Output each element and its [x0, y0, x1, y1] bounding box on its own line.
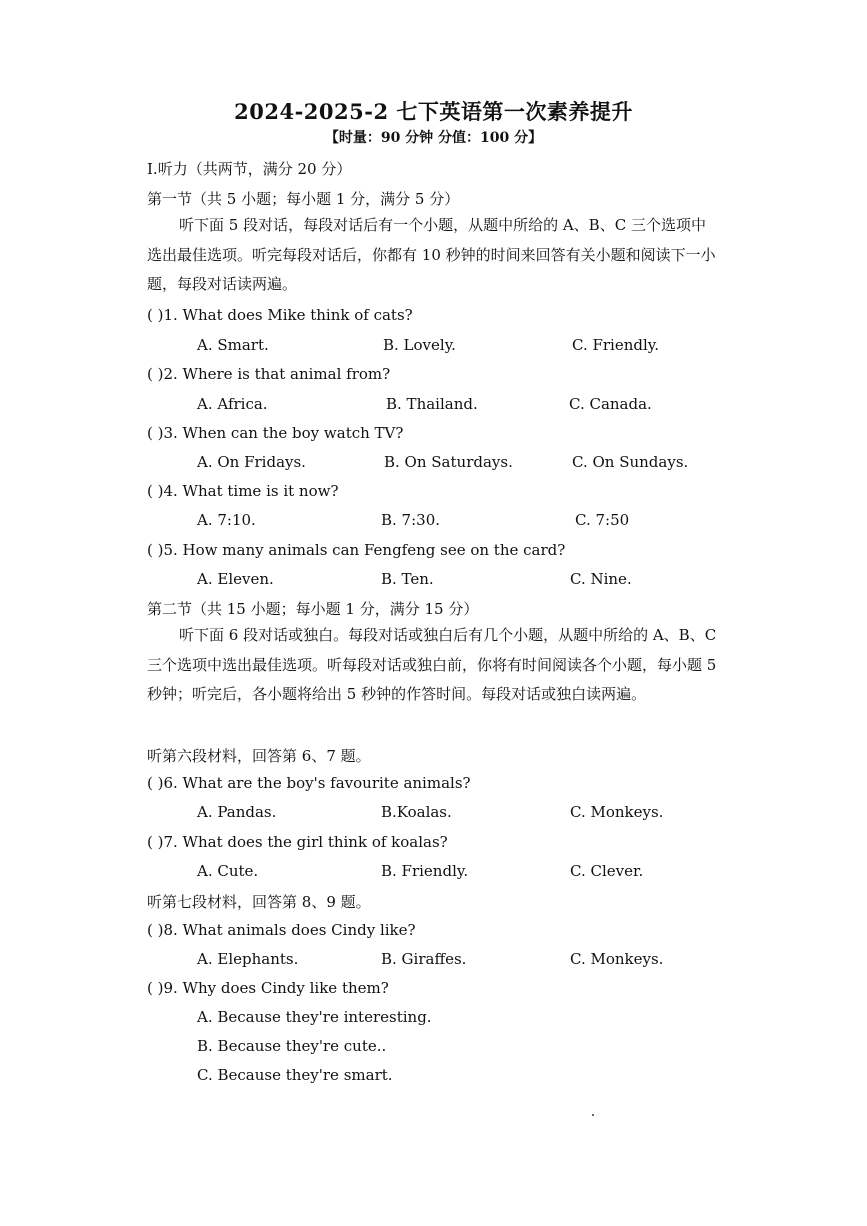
- q7-option-b: B. Friendly.: [381, 862, 469, 880]
- q4-option-c: C. 7:50: [575, 511, 630, 529]
- q1-option-c: C. Friendly.: [572, 336, 660, 354]
- q5-option-a: A. Eleven.: [197, 570, 274, 588]
- q1-option-b: B. Lovely.: [383, 336, 456, 354]
- q3-option-c: C. On Sundays.: [572, 453, 689, 471]
- section2-instructions: 听下面 6 段对话或独白。每段对话或独白后有几个小题，从题中所给的 A、B、C 三个选项中选出最佳选项。听每段对话或独白前，你将有时间阅读各个小题，每小题 5 秒钟；听完后，各小题将给出 5 秒钟的作答时间。每段对话或独白读两遍。: [147, 626, 717, 703]
- question-4: ( )4. What time is it now?: [147, 482, 339, 500]
- question-7: ( )7. What does the girl think of koalas?: [147, 833, 448, 851]
- q2-option-c: C. Canada.: [569, 395, 652, 413]
- q3-option-b: B. On Saturdays.: [384, 453, 513, 471]
- q2-option-a: A. Africa.: [197, 395, 268, 413]
- question-3: ( )3. When can the boy watch TV?: [147, 424, 404, 442]
- group-6-label: 听第六段材料，回答第 6、7 题。: [147, 747, 371, 765]
- section1-instructions: 听下面 5 段对话，每段对话后有一个小题，从题中所给的 A、B、C 三个选项中选出最佳选项。听完每段对话后，你都有 10 秒钟的时间来回答有关小题和阅读下一小题，每段对话读两遍。: [147, 216, 716, 293]
- q9-option-b: B. Because they're cute..: [197, 1037, 387, 1055]
- group-7-label: 听第七段材料，回答第 8、9 题。: [147, 893, 371, 911]
- scan-speck: [592, 1114, 594, 1116]
- page-title: 2024-2025-2 七下英语第一次素养提升: [234, 99, 633, 124]
- q7-option-a: A. Cute.: [197, 862, 259, 880]
- q5-option-c: C. Nine.: [570, 570, 632, 588]
- section2-heading: 第二节（共 15 小题；每小题 1 分，满分 15 分）: [147, 600, 479, 618]
- q7-option-c: C. Clever.: [570, 862, 644, 880]
- q3-option-a: A. On Fridays.: [197, 453, 306, 471]
- question-5: ( )5. How many animals can Fengfeng see on the card?: [147, 541, 566, 559]
- q6-option-a: A. Pandas.: [197, 803, 277, 821]
- q8-option-c: C. Monkeys.: [570, 950, 664, 968]
- part-heading: Ⅰ.听力（共两节，满分 20 分）: [147, 160, 352, 178]
- q2-option-b: B. Thailand.: [386, 395, 478, 413]
- question-6: ( )6. What are the boy's favourite animals?: [147, 774, 471, 792]
- q4-option-a: A. 7:10.: [197, 511, 256, 529]
- q6-option-b: B.Koalas.: [381, 803, 452, 821]
- q8-option-b: B. Giraffes.: [381, 950, 467, 968]
- q5-option-b: B. Ten.: [381, 570, 434, 588]
- q8-option-a: A. Elephants.: [197, 950, 299, 968]
- q9-option-a: A. Because they're interesting.: [197, 1008, 432, 1026]
- question-8: ( )8. What animals does Cindy like?: [147, 921, 416, 939]
- section1-heading: 第一节（共 5 小题；每小题 1 分，满分 5 分）: [147, 190, 460, 208]
- question-9: ( )9. Why does Cindy like them?: [147, 979, 389, 997]
- question-1: ( )1. What does Mike think of cats?: [147, 306, 413, 324]
- q4-option-b: B. 7:30.: [381, 511, 441, 529]
- exam-info: 【时量：90 分钟 分值：100 分】: [324, 130, 543, 146]
- q9-option-c: C. Because they're smart.: [197, 1066, 393, 1084]
- q6-option-c: C. Monkeys.: [570, 803, 664, 821]
- question-2: ( )2. Where is that animal from?: [147, 365, 391, 383]
- q1-option-a: A. Smart.: [197, 336, 269, 354]
